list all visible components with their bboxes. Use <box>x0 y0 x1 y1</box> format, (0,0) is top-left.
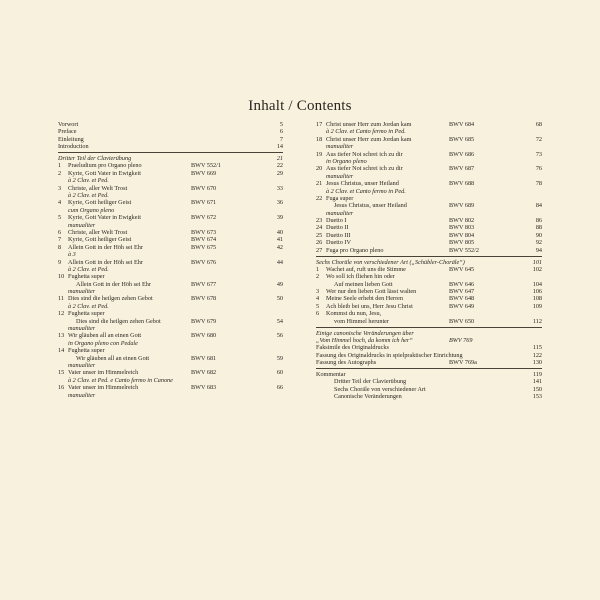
entry-number: 24 <box>316 224 323 232</box>
toc-entry <box>316 121 542 128</box>
entry-title: Preface <box>58 128 77 136</box>
entry-bwv: BWV 678 <box>191 295 217 303</box>
entry-page: 73 <box>535 150 542 158</box>
entry-title: Einleitung <box>58 135 84 143</box>
entry-title: Fassung des Originaldrucks in spielpraktischer Einrichtung <box>316 351 463 359</box>
toc-entry <box>58 121 283 128</box>
entry-page: 44 <box>276 258 283 266</box>
entry-title: Allein Gott in der Höh sei Ehr <box>76 280 151 288</box>
entry-number: 3 <box>316 288 320 296</box>
entry-bwv: BWV 672 <box>191 214 217 222</box>
entry-page: 106 <box>532 288 542 296</box>
entry-title: Auf meinen lieben Gott <box>334 280 393 288</box>
entry-bwv: BWV 674 <box>191 236 217 244</box>
entry-page: 60 <box>276 369 283 377</box>
entry-page: 49 <box>276 280 283 288</box>
toc-entry <box>58 384 283 391</box>
entry-title: Vater unser im Himmelreich <box>68 384 139 392</box>
toc-entry <box>58 259 283 266</box>
entry-title: à 2 Clav. et Ped. e Canto fermo in Canone <box>68 376 173 384</box>
entry-page: 153 <box>532 393 542 401</box>
toc-entry <box>316 359 542 366</box>
entry-title: manualiter <box>68 325 96 333</box>
entry-title: Dritter Teil der Clavierübung <box>334 378 407 386</box>
toc-entry <box>316 195 542 202</box>
entry-title: Vorwort <box>58 121 79 128</box>
entry-bwv: BWV 675 <box>191 243 217 251</box>
entry-bwv: BWV 649 <box>449 302 475 310</box>
entry-page: 76 <box>535 165 542 173</box>
entry-number: 1 <box>58 162 62 170</box>
entry-title: Dies sind die heilgen zehen Gebot <box>68 295 153 303</box>
entry-bwv: BWV 552/2 <box>449 246 479 254</box>
entry-bwv: BWV 650 <box>449 317 475 325</box>
entry-number: 17 <box>316 121 323 128</box>
entry-page: 104 <box>532 280 542 288</box>
entry-title: à 2 Clav. et Canto fermo in Ped. <box>326 128 406 136</box>
entry-page: 41 <box>276 236 283 244</box>
toc-entry <box>316 273 542 280</box>
entry-bwv: BWV 671 <box>191 199 217 207</box>
entry-number: 14 <box>58 347 65 355</box>
entry-number: 12 <box>58 310 65 318</box>
entry-title: Kommst du nun, Jesu, <box>326 310 382 318</box>
toc-subnote <box>58 288 283 295</box>
toc-entry <box>316 295 542 302</box>
entry-page: 122 <box>532 351 542 359</box>
entry-title: „Vom Himmel hoch, da komm ich her“ <box>316 336 413 344</box>
entry-title: Kyrie, Gott Vater in Ewigkeit <box>68 214 141 222</box>
entry-title: Faksimile des Originaldrucks <box>316 344 389 352</box>
entry-title: manualiter <box>326 143 354 151</box>
entry-title: Vater unser im Himmelreich <box>68 369 139 377</box>
entry-page: 54 <box>276 317 283 325</box>
toc-entry <box>58 143 283 150</box>
entry-title: Wachet auf, ruft uns die Stimme <box>326 265 406 273</box>
entry-page: 84 <box>535 202 542 210</box>
entry-title: Dritter Teil der Clavierübung <box>58 155 132 163</box>
entry-title: Fughetta super <box>68 273 105 281</box>
entry-title: Praeludium pro Organo pleno <box>68 162 142 170</box>
entry-bwv: BWV 670 <box>191 184 217 192</box>
toc-entry <box>58 128 283 135</box>
entry-title: Allein Gott in der Höh sei Ehr <box>68 258 143 266</box>
entry-title: manualiter <box>326 172 354 180</box>
entry-bwv: BWV 673 <box>191 228 217 236</box>
entry-number: 15 <box>58 369 65 377</box>
entry-number: 1 <box>316 265 320 273</box>
entry-number: 3 <box>58 184 62 192</box>
entry-page: 112 <box>532 317 542 325</box>
entry-page: 88 <box>535 224 542 232</box>
toc-section-heading <box>316 337 542 344</box>
entry-page: 94 <box>535 246 542 254</box>
entry-number: 7 <box>58 236 62 244</box>
entry-title: Christ unser Herr zum Jordan kam <box>326 135 412 143</box>
toc-entry <box>316 352 542 359</box>
toc-subnote <box>58 207 283 214</box>
toc-right-column <box>316 121 542 401</box>
entry-page: 141 <box>532 378 542 386</box>
entry-title: Jesus Christus, unser Heiland <box>334 202 407 210</box>
entry-bwv: BWV 803 <box>449 224 475 232</box>
toc-entry <box>316 232 542 239</box>
entry-number: 23 <box>316 217 323 225</box>
entry-title: cum Organo pleno <box>68 206 115 214</box>
entry-page: 66 <box>276 384 283 392</box>
entry-bwv: BWV 688 <box>449 180 475 188</box>
toc-subnote <box>58 251 283 258</box>
toc-entry <box>58 318 283 325</box>
entry-page: 108 <box>532 295 542 303</box>
toc-entry <box>316 344 542 351</box>
entry-title: Wir gläuben all an einen Gott <box>76 354 150 362</box>
entry-number: 16 <box>58 384 65 392</box>
entry-bwv: BWV 769a <box>449 359 477 367</box>
entry-title: Christ unser Herr zum Jordan kam <box>326 121 412 128</box>
entry-bwv: BWV 683 <box>191 384 217 392</box>
toc-subnote <box>58 192 283 199</box>
entry-title: Fassung des Autographs <box>316 359 377 367</box>
toc-entry <box>58 185 283 192</box>
toc-entry <box>316 318 542 325</box>
entry-title: manualiter <box>326 209 354 217</box>
entry-title: Sechs Choräle von verschiedener Art („Schübler-Choräle“) <box>316 258 465 266</box>
entry-title: in Organo pleno <box>326 157 367 165</box>
entry-bwv: BWV 646 <box>449 280 475 288</box>
toc-entry <box>316 281 542 288</box>
entry-number: 5 <box>58 214 62 222</box>
entry-title: Introduction <box>58 143 89 151</box>
toc-subnote <box>58 177 283 184</box>
entry-page: 92 <box>535 239 542 247</box>
entry-title: Ach bleib bei uns, Herr Jesu Christ <box>326 302 413 310</box>
entry-title: Aus tiefer Not schrei ich zu dir <box>326 165 403 173</box>
entry-title: à 2 Clav. et Ped. <box>68 192 109 200</box>
entry-number: 8 <box>58 243 62 251</box>
entry-number: 25 <box>316 231 323 239</box>
toc-section-heading <box>316 330 542 337</box>
toc-entry <box>58 136 283 143</box>
toc-entry <box>58 199 283 206</box>
entry-number: 9 <box>58 258 62 266</box>
entry-title: Duetto I <box>326 217 347 225</box>
entry-title: manualiter <box>68 288 96 296</box>
entry-title: Kyrie, Gott heiliger Geist <box>68 199 132 207</box>
page-title: Inhalt / Contents <box>248 98 352 114</box>
toc-entry <box>316 393 542 400</box>
entry-number: 2 <box>316 273 320 281</box>
toc-entry <box>316 239 542 246</box>
entry-title: Fughetta super <box>68 310 105 318</box>
toc-entry <box>316 303 542 310</box>
toc-entry <box>316 310 542 317</box>
entry-bwv: BWV 676 <box>191 258 217 266</box>
toc-subnote <box>58 362 283 369</box>
entry-page: 130 <box>532 359 542 367</box>
entry-title: Meine Seele erhebt den Herren <box>326 295 403 303</box>
entry-bwv: BWV 680 <box>191 332 217 340</box>
entry-page: 68 <box>535 121 542 128</box>
toc-subnote <box>58 325 283 332</box>
entry-bwv: BWV 805 <box>449 239 475 247</box>
entry-number: 6 <box>58 228 62 236</box>
entry-page: 50 <box>276 295 283 303</box>
toc-entry <box>316 288 542 295</box>
toc-entry <box>58 347 283 354</box>
entry-number: 5 <box>316 302 320 310</box>
toc-subnote <box>58 303 283 310</box>
entry-title: à 2 Clav. et Ped. <box>68 265 109 273</box>
toc-entry <box>316 180 542 187</box>
entry-title: Wir gläuben all an einen Gott <box>68 332 142 340</box>
entry-bwv: BWV 689 <box>449 202 475 210</box>
section-divider <box>58 152 283 153</box>
entry-bwv: BWV 684 <box>449 121 475 128</box>
entry-title: manualiter <box>68 362 96 369</box>
entry-page: 7 <box>279 135 283 143</box>
entry-page: 5 <box>279 121 283 128</box>
toc-entry <box>316 217 542 224</box>
toc-entry <box>316 247 542 254</box>
entry-title: à 2 Clav. et Ped. <box>68 177 109 185</box>
toc-entry <box>58 229 283 236</box>
entry-bwv: BWV 681 <box>191 354 217 362</box>
entry-page: 78 <box>535 180 542 188</box>
entry-title: à 2 Clav. et Canto fermo in Ped. <box>326 187 406 195</box>
entry-bwv: BWV 686 <box>449 150 475 158</box>
entry-title: in Organo pleno con Pedale <box>68 339 138 347</box>
entry-title: Christe, aller Welt Trost <box>68 228 128 236</box>
toc-entry <box>58 355 283 362</box>
toc-left-column <box>58 121 283 399</box>
toc-subnote <box>58 392 283 399</box>
toc-subnote <box>58 377 283 384</box>
entry-title: Wo soll ich fliehen hin oder <box>326 273 395 281</box>
toc-subnote <box>316 210 542 217</box>
entry-bwv: BWV 648 <box>449 295 475 303</box>
entry-page: 22 <box>276 162 283 170</box>
entry-number: 18 <box>316 135 323 143</box>
entry-title: Fuga pro Organo pleno <box>326 246 384 254</box>
entry-bwv: BWV 552/1 <box>191 162 221 170</box>
entry-page: 90 <box>535 231 542 239</box>
entry-page: 21 <box>276 155 283 163</box>
entry-page: 6 <box>279 128 283 136</box>
entry-page: 101 <box>532 258 542 266</box>
entry-title: Allein Gott in der Höh sei Ehr <box>68 243 143 251</box>
entry-number: 4 <box>316 295 320 303</box>
entry-bwv: BWV 677 <box>191 280 217 288</box>
entry-page: 39 <box>276 214 283 222</box>
entry-number: 11 <box>58 295 64 303</box>
entry-number: 4 <box>58 199 62 207</box>
entry-page: 72 <box>535 135 542 143</box>
entry-title: Kyrie, Gott heiliger Geist <box>68 236 132 244</box>
entry-number: 26 <box>316 239 323 247</box>
toc-entry <box>316 151 542 158</box>
toc-entry <box>58 162 283 169</box>
entry-page: 14 <box>276 143 283 151</box>
toc-entry <box>316 165 542 172</box>
toc-subnote <box>316 143 542 150</box>
entry-title: Christe, aller Welt Trost <box>68 184 128 192</box>
entry-title: Kommentar <box>316 371 346 378</box>
entry-bwv: BWV 679 <box>191 317 217 325</box>
section-divider <box>316 327 542 328</box>
section-divider <box>316 368 542 369</box>
entry-page: 40 <box>276 228 283 236</box>
entry-page: 29 <box>276 169 283 177</box>
toc-entry <box>58 236 283 243</box>
entry-page: 36 <box>276 199 283 207</box>
entry-page: 119 <box>532 371 542 378</box>
toc-subnote <box>58 340 283 347</box>
entry-page: 59 <box>276 354 283 362</box>
toc-subnote <box>316 188 542 195</box>
toc-entry <box>316 386 542 393</box>
entry-title: Fughetta super <box>68 347 105 355</box>
toc-entry <box>58 332 283 339</box>
toc-section-heading <box>316 259 542 266</box>
toc-entry <box>316 224 542 231</box>
toc-entry <box>316 266 542 273</box>
entry-title: Fuga super <box>326 194 354 202</box>
toc-entry <box>316 371 542 378</box>
entry-title: Duetto III <box>326 231 351 239</box>
section-divider <box>316 256 542 257</box>
entry-title: Sechs Choräle von verschiedener Art <box>334 385 426 393</box>
entry-title: vom Himmel herunter <box>334 317 389 325</box>
entry-title: à 3 <box>68 251 76 259</box>
toc-entry <box>316 378 542 385</box>
toc-subnote <box>316 128 542 135</box>
entry-page: 109 <box>532 302 542 310</box>
entry-title: Einige canonische Veränderungen über <box>316 329 414 337</box>
entry-title: manualiter <box>68 391 96 399</box>
entry-title: Canonische Veränderungen <box>334 393 402 401</box>
entry-page: 150 <box>532 385 542 393</box>
entry-bwv: BWV 645 <box>449 265 475 273</box>
entry-number: 19 <box>316 150 323 158</box>
entry-title: Dies sind die heilgen zehen Gebot <box>76 317 161 325</box>
entry-number: 10 <box>58 273 65 281</box>
toc-entry <box>316 202 542 209</box>
toc-subnote <box>58 222 283 229</box>
toc-entry <box>58 310 283 317</box>
entry-number: 6 <box>316 310 320 318</box>
entry-title: Duetto II <box>326 224 349 232</box>
entry-title: manualiter <box>68 221 96 229</box>
toc-entry <box>58 295 283 302</box>
entry-bwv: BWV 687 <box>449 165 475 173</box>
entry-number: 20 <box>316 165 323 173</box>
entry-page: 86 <box>535 217 542 225</box>
entry-number: 2 <box>58 169 62 177</box>
entry-title: Kyrie, Gott Vater in Ewigkeit <box>68 169 141 177</box>
toc-section-heading <box>58 155 283 162</box>
entry-bwv: BWV 669 <box>191 169 217 177</box>
toc-entry <box>58 273 283 280</box>
entry-number: 22 <box>316 194 323 202</box>
entry-page: 42 <box>276 243 283 251</box>
entry-bwv: BWV 802 <box>449 217 475 225</box>
entry-bwv: BWV 685 <box>449 135 475 143</box>
entry-page: 56 <box>276 332 283 340</box>
entry-title: Wer nur den lieben Gott lässt walten <box>326 288 417 296</box>
toc-entry <box>58 369 283 376</box>
toc-subnote <box>316 173 542 180</box>
entry-bwv: BWV 647 <box>449 288 475 296</box>
toc-entry <box>316 136 542 143</box>
entry-title: Duetto IV <box>326 239 351 247</box>
entry-title: Aus tiefer Not schrei ich zu dir <box>326 150 403 158</box>
entry-page: 33 <box>276 184 283 192</box>
entry-bwv: BWV 682 <box>191 369 217 377</box>
entry-number: 13 <box>58 332 65 340</box>
toc-entry <box>58 170 283 177</box>
entry-bwv: BWV 769 <box>449 336 473 344</box>
toc-entry <box>58 281 283 288</box>
entry-bwv: BWV 804 <box>449 231 475 239</box>
entry-page: 102 <box>532 265 542 273</box>
entry-page: 115 <box>532 344 542 352</box>
entry-title: à 2 Clav. et Ped. <box>68 302 109 310</box>
entry-title: Jesus Christus, unser Heiland <box>326 180 399 188</box>
toc-entry <box>58 214 283 221</box>
toc-subnote <box>316 158 542 165</box>
entry-number: 21 <box>316 180 323 188</box>
entry-number: 27 <box>316 246 323 254</box>
toc-entry <box>58 244 283 251</box>
toc-subnote <box>58 266 283 273</box>
